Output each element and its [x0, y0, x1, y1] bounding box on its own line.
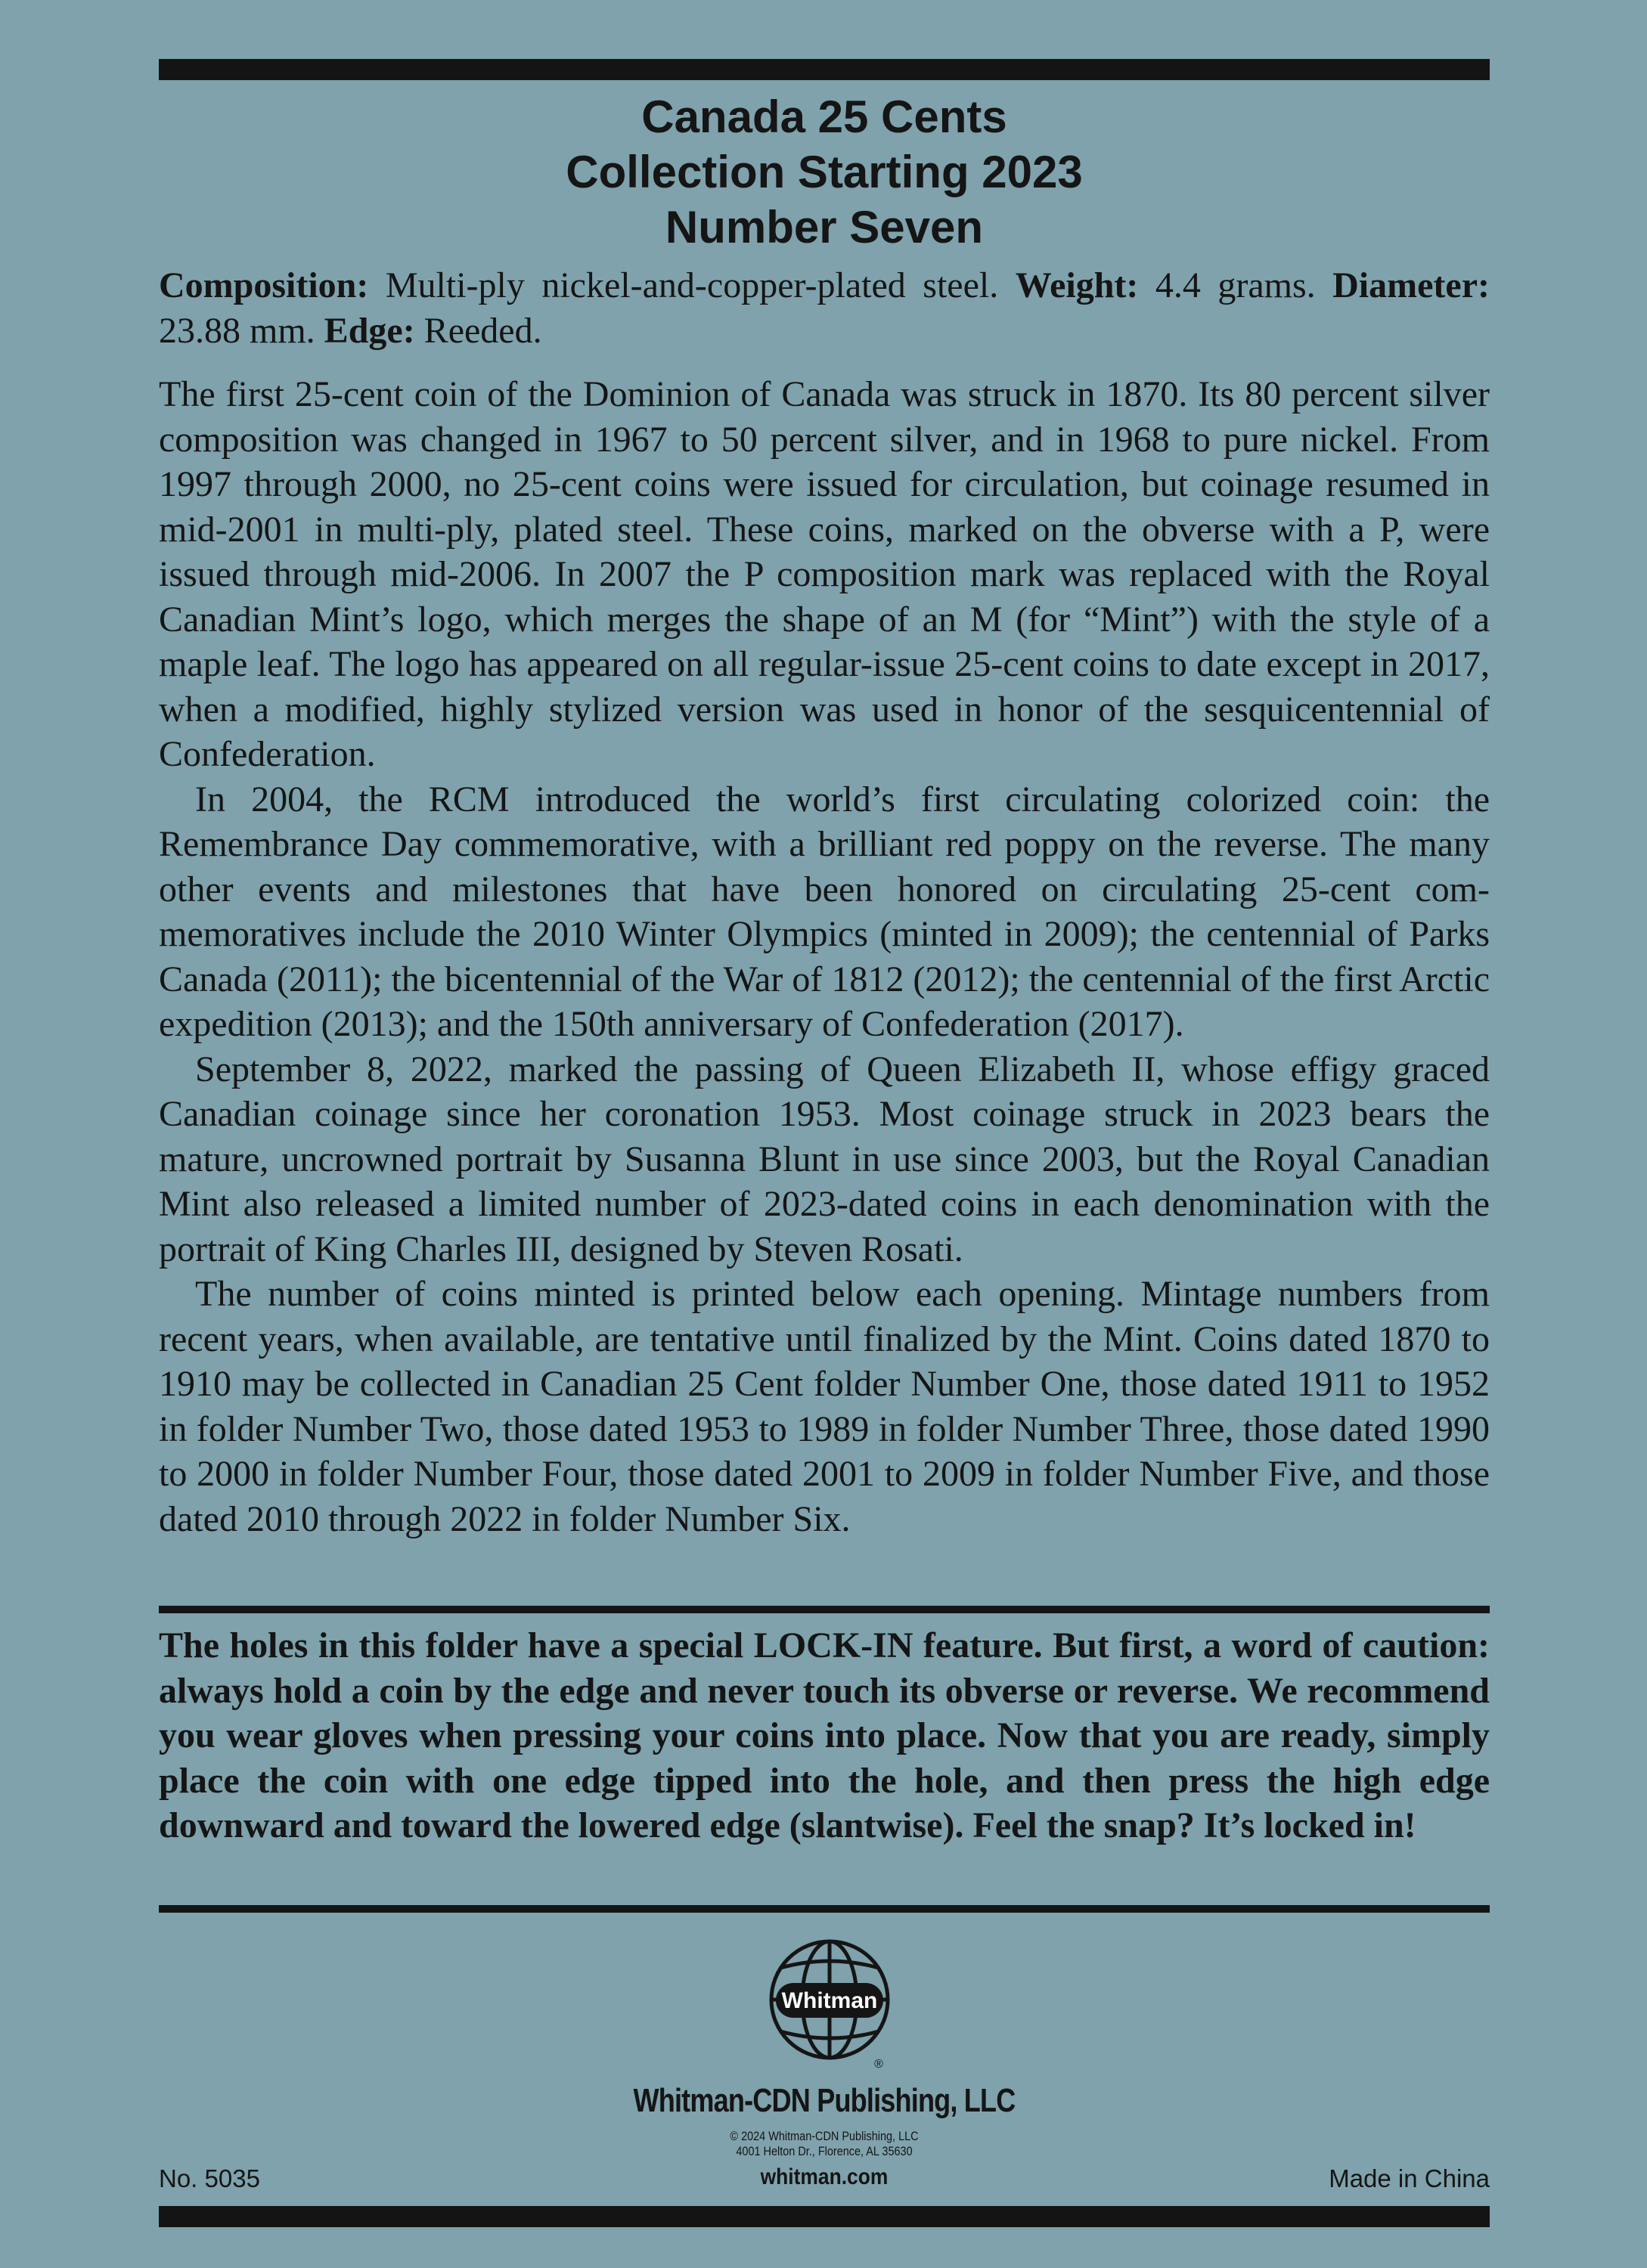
logo-text: Whitman: [781, 1988, 878, 2013]
paragraph-portrait: September 8, 2022, marked the passing of Queen Elizabeth II, whose effigy graced Canadian coinage since her coronation 1953. Most coinage struck in 2023 bears the mature, uncrowned portrait by Susanna Blunt in use since 2003, but the Royal Canadian Mint also released a limited number of 2023-dated coins in each denomination with the portrait of King Charles III, designed by Steven Rosati.: [159, 1049, 1490, 1269]
publisher-name: Whitman-CDN Publishing, LLC: [633, 2082, 1016, 2119]
paragraph-history: The first 25-cent coin of the Dominion of Canada was struck in 1870. Its 80 percent silver composition was changed in 1967 to 50 percent silver, and in 1968 to pure nickel. From 1997 through 2000, no 25-cent coins were issued for circulation, but coinage resumed in mid-2001 in multi-ply, plated steel. These coins, marked on the obverse with a P, were issued through mid-2006. In 2007 the P composition mark was replaced with the Royal Canadian Mint’s logo, which merges the shape of an M (for “Mint”) with the style of a maple leaf. The logo has appeared on all regular-issue 25-cent coins to date except in 2017, when a modified, highly stylized version was used in honor of the sesquicentennial of Confederation.: [159, 374, 1490, 774]
paragraph-commemoratives: In 2004, the RCM introduced the world’s first circulating colorized coin: the Remembrance Day commemorative, with a brilliant red poppy on the reverse. The many other events and milestones that have been honored on circulating 25-cent commemoratives include the 2010 Winter Olympics (minted in 2009); the centennial of Parks Canada (2011); the bicentennial of the War of 1812 (2012); the centennial of the first Arctic expedition (2013); and the 150th anniversary of Confederation (2017).: [159, 779, 1490, 1044]
address-line: 4001 Helton Dr., Florence, AL 35630: [736, 2144, 913, 2158]
composition-value: Multi-ply nickel-and-copper-plated steel.: [368, 265, 1016, 305]
title-line-1: Canada 25 Cents: [641, 91, 1007, 142]
catalog-number: No. 5035: [159, 2164, 260, 2192]
divider-rule: [159, 1606, 1490, 1613]
edge-label: Edge:: [324, 311, 415, 351]
paragraph-mintage: The number of coins minted is printed below each opening. Mintage numbers from recent years, when available, are tentative until finalized by the Mint. Coins dated 1870 to 1910 may be collected in Canadian 25 Cent folder Number One, those dated 1911 to 1952 in folder Number Two, those dated 1953 to 1989 in folder Number Three, those dated 1990 to 2000 in folder Number Four, those dated 2001 to 2009 in folder Number Five, and those dated 2010 through 2022 in folder Number Six.: [159, 1274, 1490, 1539]
title-line-2: Collection Starting 2023: [566, 147, 1083, 197]
bottom-rule: [159, 2206, 1490, 2227]
title-line-3: Number Seven: [665, 202, 984, 253]
divider-rule: [159, 1905, 1490, 1913]
diameter-label: Diameter:: [1332, 265, 1490, 305]
page-title: [159, 89, 1490, 255]
country-of-origin: Made in China: [1329, 2164, 1490, 2192]
coin-specifications: [159, 263, 1490, 354]
website-link: whitman.com: [760, 2164, 889, 2189]
composition-label: Composition:: [159, 265, 369, 305]
whitman-logo: [765, 1938, 894, 2072]
history-text: [159, 372, 1490, 1541]
top-rule: [159, 59, 1490, 80]
diameter-value: 23.88 mm.: [159, 311, 324, 351]
edge-value: Reeded.: [414, 311, 542, 351]
lock-in-notice: The holes in this folder have a special LOCK-IN feature. But first, a word of caution: always hold a coin by the edge and never touch its obverse or reverse. We recommend you wear gloves when pressing your coins into place. Now that you are ready, simply place the coin with one edge tipped into the hole, and then press the high edge downward and toward the lowered edge (slantwise). Feel the snap? It’s locked in!: [159, 1625, 1490, 1845]
weight-value: 4.4 grams.: [1138, 265, 1333, 305]
registered-mark: ®: [874, 2058, 883, 2071]
weight-label: Weight:: [1015, 265, 1139, 305]
globe-icon: [765, 1938, 894, 2072]
copyright-line: © 2024 Whitman-CDN Publishing, LLC: [730, 2129, 919, 2143]
